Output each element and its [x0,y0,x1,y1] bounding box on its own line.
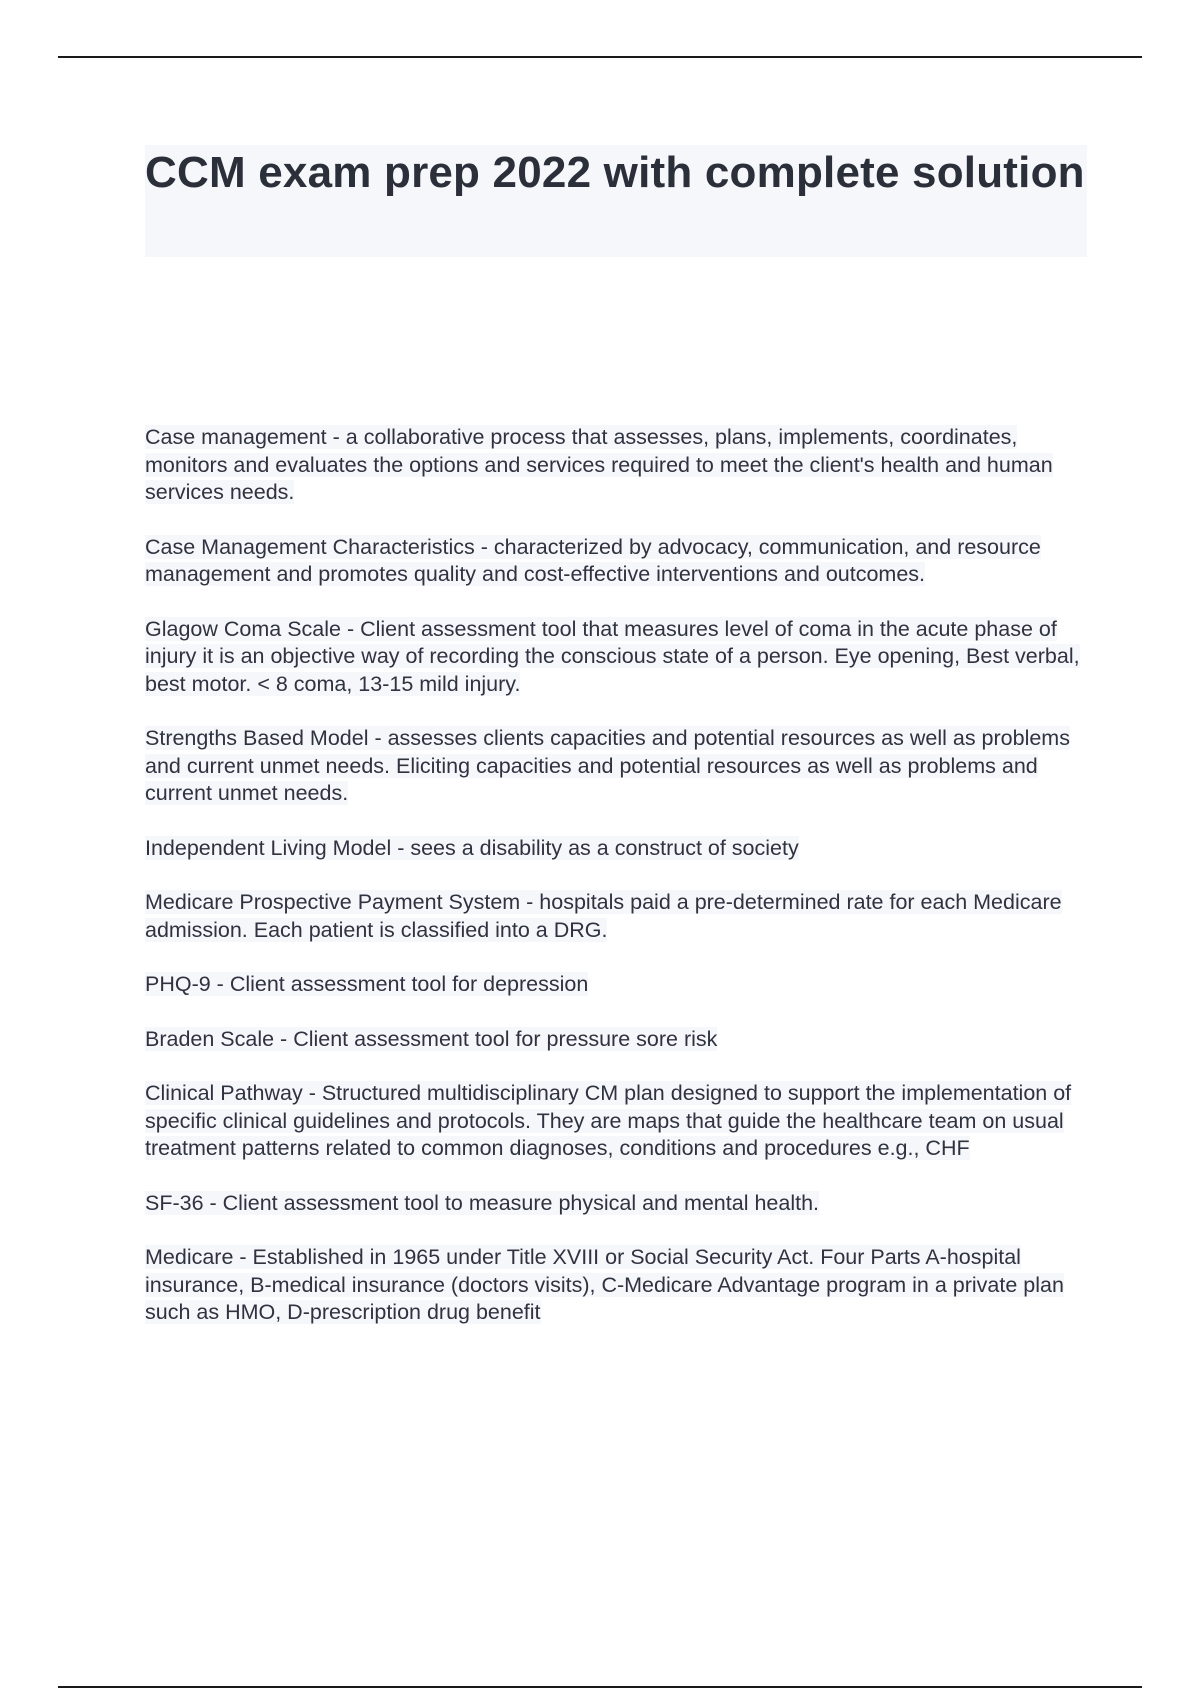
entry-text: Case management - a collaborative process that assesses, plans, implements, coordinates, monitors and evaluates the options and services required to meet the client's health and human services needs. [145,425,1053,504]
bottom-divider [58,1686,1142,1688]
entry-sf-36 [145,1190,1095,1218]
entry-clinical-pathway [145,1080,1095,1163]
entry-list [145,424,1095,1354]
entry-text: Medicare Prospective Payment System - hospitals paid a pre-determined rate for each Medicare admission. Each patient is classified into a DRG. [145,890,1062,942]
entry-phq-9 [145,971,1095,999]
entry-strengths-based-model [145,725,1095,808]
entry-medicare [145,1244,1095,1327]
entry-case-management [145,424,1095,507]
entry-text: PHQ-9 - Client assessment tool for depression [145,972,589,996]
title-block [145,145,1087,257]
entry-case-management-characteristics [145,534,1095,589]
top-divider [58,56,1142,58]
entry-text: Braden Scale - Client assessment tool for pressure sore risk [145,1026,718,1051]
entry-glasgow-coma-scale [145,616,1095,699]
entry-braden-scale [145,1026,1095,1054]
entry-text: Medicare - Established in 1965 under Title XVIII or Social Security Act. Four Parts A-hospital insurance, B-medical insurance (doctors visits), C-Medicare Advantage program in a private plan such as HMO, D-prescription drug benefit [145,1245,1064,1324]
entry-medicare-prospective-payment [145,889,1095,944]
entry-independent-living-model [145,835,1095,863]
entry-text: SF-36 - Client assessment tool to measure physical and mental health. [145,1190,819,1215]
entry-text: Case Management Characteristics - characterized by advocacy, communication, and resource management and promotes quality and cost-effective interventions and outcomes. [145,534,1041,586]
entry-text: Glagow Coma Scale - Client assessment tool that measures level of coma in the acute phase of injury it is an objective way of recording the conscious state of a person. Eye opening, Best verbal, best motor. < 8 coma, 13-15 mild injury. [145,616,1080,696]
document-title: CCM exam prep 2022 with complete solution [145,148,1085,197]
entry-text: Clinical Pathway - Structured multidisciplinary CM plan designed to support the implementation of specific clinical guidelines and protocols. They are maps that guide the healthcare team on usual treatment patterns related to common diagnoses, conditions and procedures e.g., CHF [145,1081,1072,1160]
entry-text: Strengths Based Model - assesses clients capacities and potential resources as well as problems and current unmet needs. Eliciting capacities and potential resources as well as problems and current unmet needs. [145,726,1070,805]
entry-text: Independent Living Model - sees a disability as a construct of society [145,835,799,860]
